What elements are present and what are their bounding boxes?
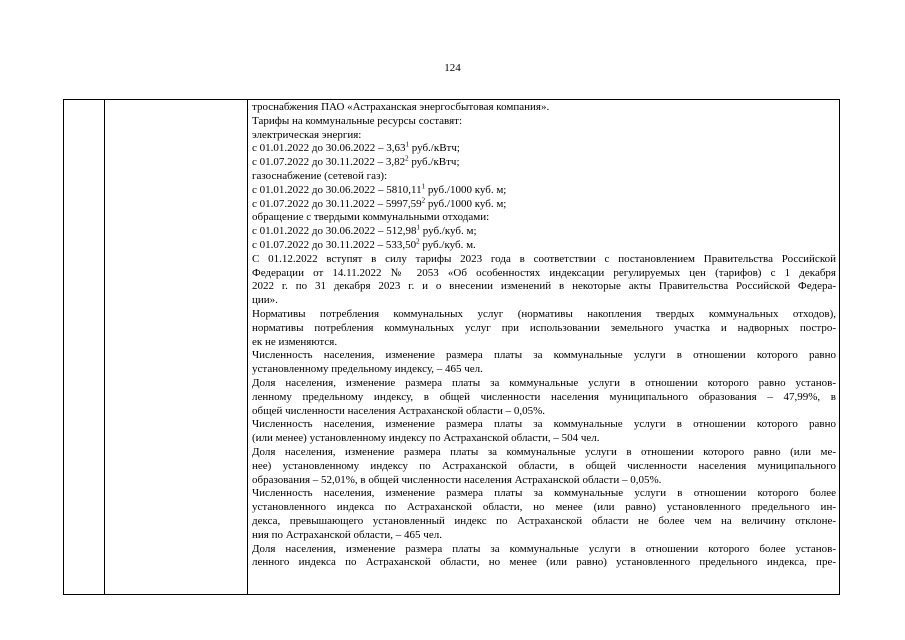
text-line <box>252 529 836 543</box>
text-line <box>252 446 836 460</box>
text-line <box>252 487 836 501</box>
text-line <box>252 556 836 570</box>
text-line <box>252 253 836 267</box>
text-line <box>252 142 836 156</box>
text-line-content: Численность населения, изменение размера платы за коммунальные услуги в отношении которого более <box>252 487 836 500</box>
text-line-content: газоснабжение (сетевой газ): <box>252 169 388 182</box>
unit-text: руб./1000 куб. м; <box>425 197 507 210</box>
text-line <box>252 391 836 405</box>
text-line <box>252 322 836 336</box>
text-line-content: с 01.07.2022 до 30.11.2022 – 3,82 <box>252 156 406 169</box>
footnote-marker: 2 <box>416 237 420 246</box>
text-line-content: ленному предельному индексу, в общей численности населения муниципального образования – 47,99%, в <box>252 390 836 403</box>
text-line <box>252 336 836 350</box>
text-line-content: Доля населения, изменение размера платы за коммунальные услуги в отношении которого более установ- <box>252 542 836 555</box>
text-line <box>252 418 836 432</box>
text-line <box>252 170 836 184</box>
table-cell-description <box>248 100 839 594</box>
table-cell-territory <box>105 100 248 594</box>
text-line <box>252 363 836 377</box>
unit-text: руб./куб. м; <box>419 225 477 238</box>
text-line <box>252 101 836 115</box>
text-line-content: Нормативы потребления коммунальных услуг (нормативы накопления твердых коммунальных отходов), <box>252 307 836 320</box>
text-line <box>252 308 836 322</box>
text-line-content: Численность населения, изменение размера платы за коммунальные услуги в отношении которого равно <box>252 418 836 431</box>
text-line <box>252 474 836 488</box>
text-line-content: с 01.01.2022 до 30.06.2022 – 5810,11 <box>252 183 422 196</box>
text-line-content: Численность населения, изменение размера платы за коммунальные услуги в отношении которого равно <box>252 349 836 362</box>
text-line <box>252 225 836 239</box>
text-line <box>252 211 836 225</box>
text-line <box>252 280 836 294</box>
document-table <box>63 99 840 595</box>
text-line-content: декса, превышающего установленный индекс по Астраханской области не более чем на величину отклоне- <box>252 514 836 527</box>
text-line-content: ек не изменяются. <box>252 335 338 348</box>
text-line <box>252 515 836 529</box>
text-line-content: Доля населения, изменение размера платы за коммунальные услуги в отношении которого равно (или ме- <box>252 445 836 458</box>
unit-text: руб./куб. м. <box>419 238 476 251</box>
text-line-content: нее) установленному индексу по Астраханской области, в общей численности населения муниципального <box>252 459 836 472</box>
text-line-content: ния по Астраханской области, – 465 чел. <box>252 528 442 541</box>
text-line-content: установленному предельному индексу, – 465 чел. <box>252 363 483 376</box>
text-line-content: с 01.07.2022 до 30.11.2022 – 5997,59 <box>252 197 422 210</box>
text-line-content: Федерации от 14.11.2022 № 2053 «Об особенностях индексации регулируемых цен (тарифов) с 1 декабря <box>252 266 836 279</box>
text-line <box>252 156 836 170</box>
page-number: 124 <box>444 62 461 74</box>
text-line-content: С 01.12.2022 вступят в силу тарифы 2023 года в соответствии с постановлением Правительства Российской <box>252 252 836 265</box>
text-line <box>252 115 836 129</box>
text-line <box>252 349 836 363</box>
text-line <box>252 267 836 281</box>
text-line <box>252 377 836 391</box>
unit-text: руб./кВтч; <box>408 142 460 155</box>
text-line-content: с 01.01.2022 до 30.06.2022 – 3,63 <box>252 142 406 155</box>
text-line-content: ленного индекса по Астраханской области, но менее (или равно) установленного предельного индекса, пре- <box>252 556 836 569</box>
text-line-content: 2022 г. по 31 декабря 2023 г. и о внесении изменений в некоторые акты Правительства Российской Федера- <box>252 280 836 293</box>
text-line <box>252 239 836 253</box>
text-line-content: образования – 52,01%, в общей численности населения Астраханской области – 0,05%. <box>252 473 662 486</box>
text-line-content: с 01.07.2022 до 30.11.2022 – 533,50 <box>252 238 417 251</box>
table-cell-number <box>64 100 105 594</box>
text-line-content: обращение с твердыми коммунальными отходами: <box>252 211 490 224</box>
text-line <box>252 294 836 308</box>
text-line <box>252 543 836 557</box>
text-line-content: общей численности населения Астраханской области – 0,05%. <box>252 404 545 417</box>
text-line-content: (или менее) установленному индексу по Астраханской области, – 504 чел. <box>252 432 600 445</box>
text-line <box>252 195 836 212</box>
unit-text: руб./1000 куб. м; <box>425 183 507 196</box>
footnote-marker: 2 <box>405 154 409 163</box>
text-line <box>252 432 836 446</box>
text-line-content: нормативы потребления коммунальных услуг при использовании земельного участка и надворных постро- <box>252 321 836 334</box>
footnote-marker: 1 <box>416 223 420 232</box>
text-line-content: Доля населения, изменение размера платы за коммунальные услуги в отношении которого равно установ- <box>252 376 836 389</box>
text-line-content: электрическая энергия: <box>252 128 362 141</box>
text-line-content: с 01.01.2022 до 30.06.2022 – 512,98 <box>252 225 417 238</box>
text-line <box>252 184 836 198</box>
footnote-marker: 2 <box>421 195 426 204</box>
footnote-marker: 1 <box>421 182 426 191</box>
text-line <box>252 501 836 515</box>
text-line <box>252 405 836 419</box>
text-line-content: установленного индекса по Астраханской области, но менее (или равно) установленного предельного ин- <box>252 501 836 514</box>
unit-text: руб./кВтч; <box>408 156 460 169</box>
text-line-content: троснабжения ПАО «Астраханская энергосбытовая компания». <box>252 101 550 113</box>
text-line <box>252 460 836 474</box>
text-line-content: Тарифы на коммунальные ресурсы составят: <box>252 114 463 127</box>
text-line <box>252 129 836 143</box>
text-line-content: ции». <box>252 294 278 307</box>
footnote-marker: 1 <box>405 140 409 149</box>
